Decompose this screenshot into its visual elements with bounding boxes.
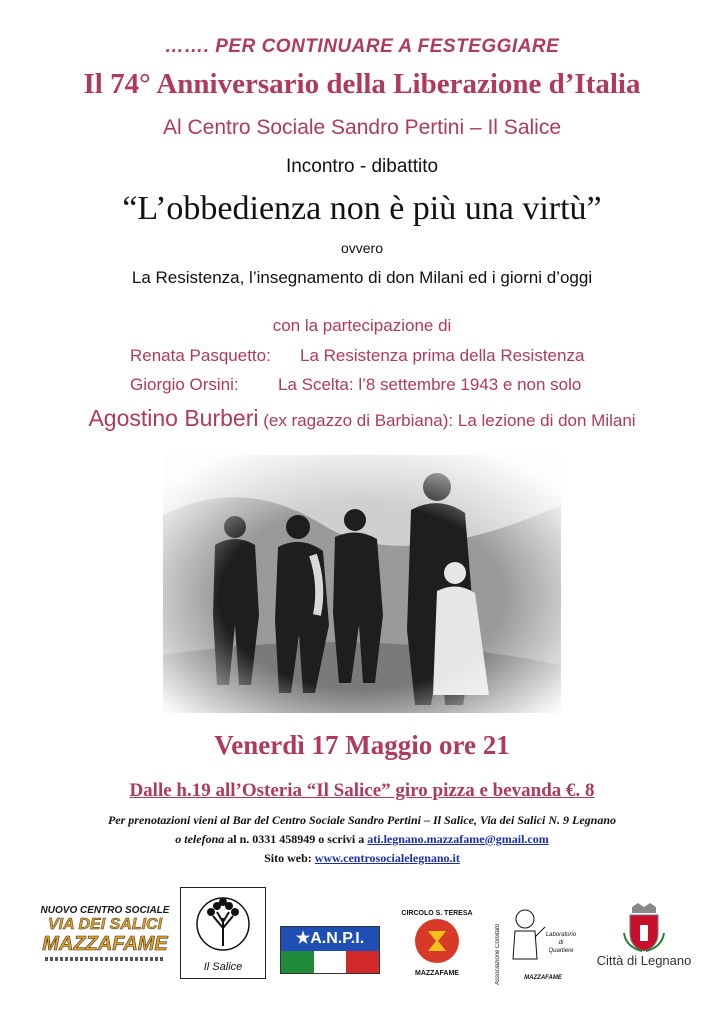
mazzafame-logo-top: NUOVO CENTRO SOCIALE [40,905,170,916]
laboratorio-text [545,931,577,955]
anniversary-title: Il 74° Anniversario della Liberazione d’Italia [83,68,641,100]
speaker-3-name: Agostino Burberi [88,405,259,431]
event-type: Incontro - dibattito [285,156,439,177]
cartoon-figure-icon [507,907,547,967]
mazzafame-logo-fineprint [45,957,165,961]
email-link[interactable]: ati.legnano.mazzafame@gmail.com [367,832,549,846]
speaker-3-note: (ex ragazzo di Barbiana): [263,411,454,430]
historical-photo [163,455,561,713]
ovvero-label: ovvero [340,240,384,256]
speaker-3-talk: La lezione di don Milani [457,411,636,430]
lab-line2: di [558,940,564,946]
lab-line3: Quartiere [548,948,574,954]
phone-label: o telefona [175,832,225,846]
circolo-logo-bot: MAZZAFAME [415,970,459,977]
tagline: ……. PER CONTINUARE A FESTEGGIARE [164,36,560,57]
laboratorio-logo [495,905,577,987]
phone-text: al n. 0331 458949 o scrivi a [224,832,368,846]
lab-line1: Laboratorio [545,932,577,938]
laboratorio-side: Associazione Comitato [495,923,501,985]
legnano-logo [594,903,694,983]
mazzafame-logo-bot: MAZZAFAME [42,933,168,955]
subtitle: La Resistenza, l’insegnamento di don Milani ed i giorni d’oggi [131,268,593,287]
mazzafame-logo [40,905,170,975]
event-date: Venerdì 17 Maggio ore 21 [214,730,510,760]
legnano-logo-label: Città di Legnano [596,953,692,968]
salice-logo-label: Il Salice [203,961,243,973]
participation-intro: con la partecipazione di [272,316,452,335]
lab-bottom: MAZZAFAME [524,975,562,981]
anpi-logo-label: ★A.N.P.I. [281,927,379,951]
circolo-logo-top: CIRCOLO S. TERESA [401,910,473,917]
website-link[interactable]: www.centrosocialelegnano.it [314,851,460,865]
website-line [0,851,724,866]
website-label: Sito web: [264,851,315,865]
speaker-2-talk: La Scelta: l’8 settembre 1943 e non solo [278,375,582,394]
speaker-1-talk: La Resistenza prima della Resistenza [300,346,585,365]
speaker-3-line [0,405,724,432]
speaker-1-name: Renata Pasquetto: [130,346,271,365]
contact-line [0,832,724,847]
anpi-logo [280,926,380,974]
speaker-2-name: Giorgio Orsini: [130,375,239,394]
italian-flag [281,951,379,973]
venue-line: Al Centro Sociale Sandro Pertini – Il Salice [162,116,562,139]
booking-info: Per prenotazioni vieni al Bar del Centro Sociale Sandro Pertini – Il Salice, Via dei Salici N. 9 Legnano [107,813,617,827]
tree-icon [181,888,265,956]
coat-of-arms-icon [622,903,666,953]
circolo-emblem-icon [398,917,476,965]
circolo-logo [398,910,476,982]
main-title: “L’obbedienza non è più una virtù” [122,190,602,227]
mazzafame-logo-mid: VIA DEI SALICI [47,916,163,933]
salice-logo [180,887,266,979]
dinner-offer: Dalle h.19 all’Osteria “Il Salice” giro pizza e bevanda €. 8 [129,780,595,801]
